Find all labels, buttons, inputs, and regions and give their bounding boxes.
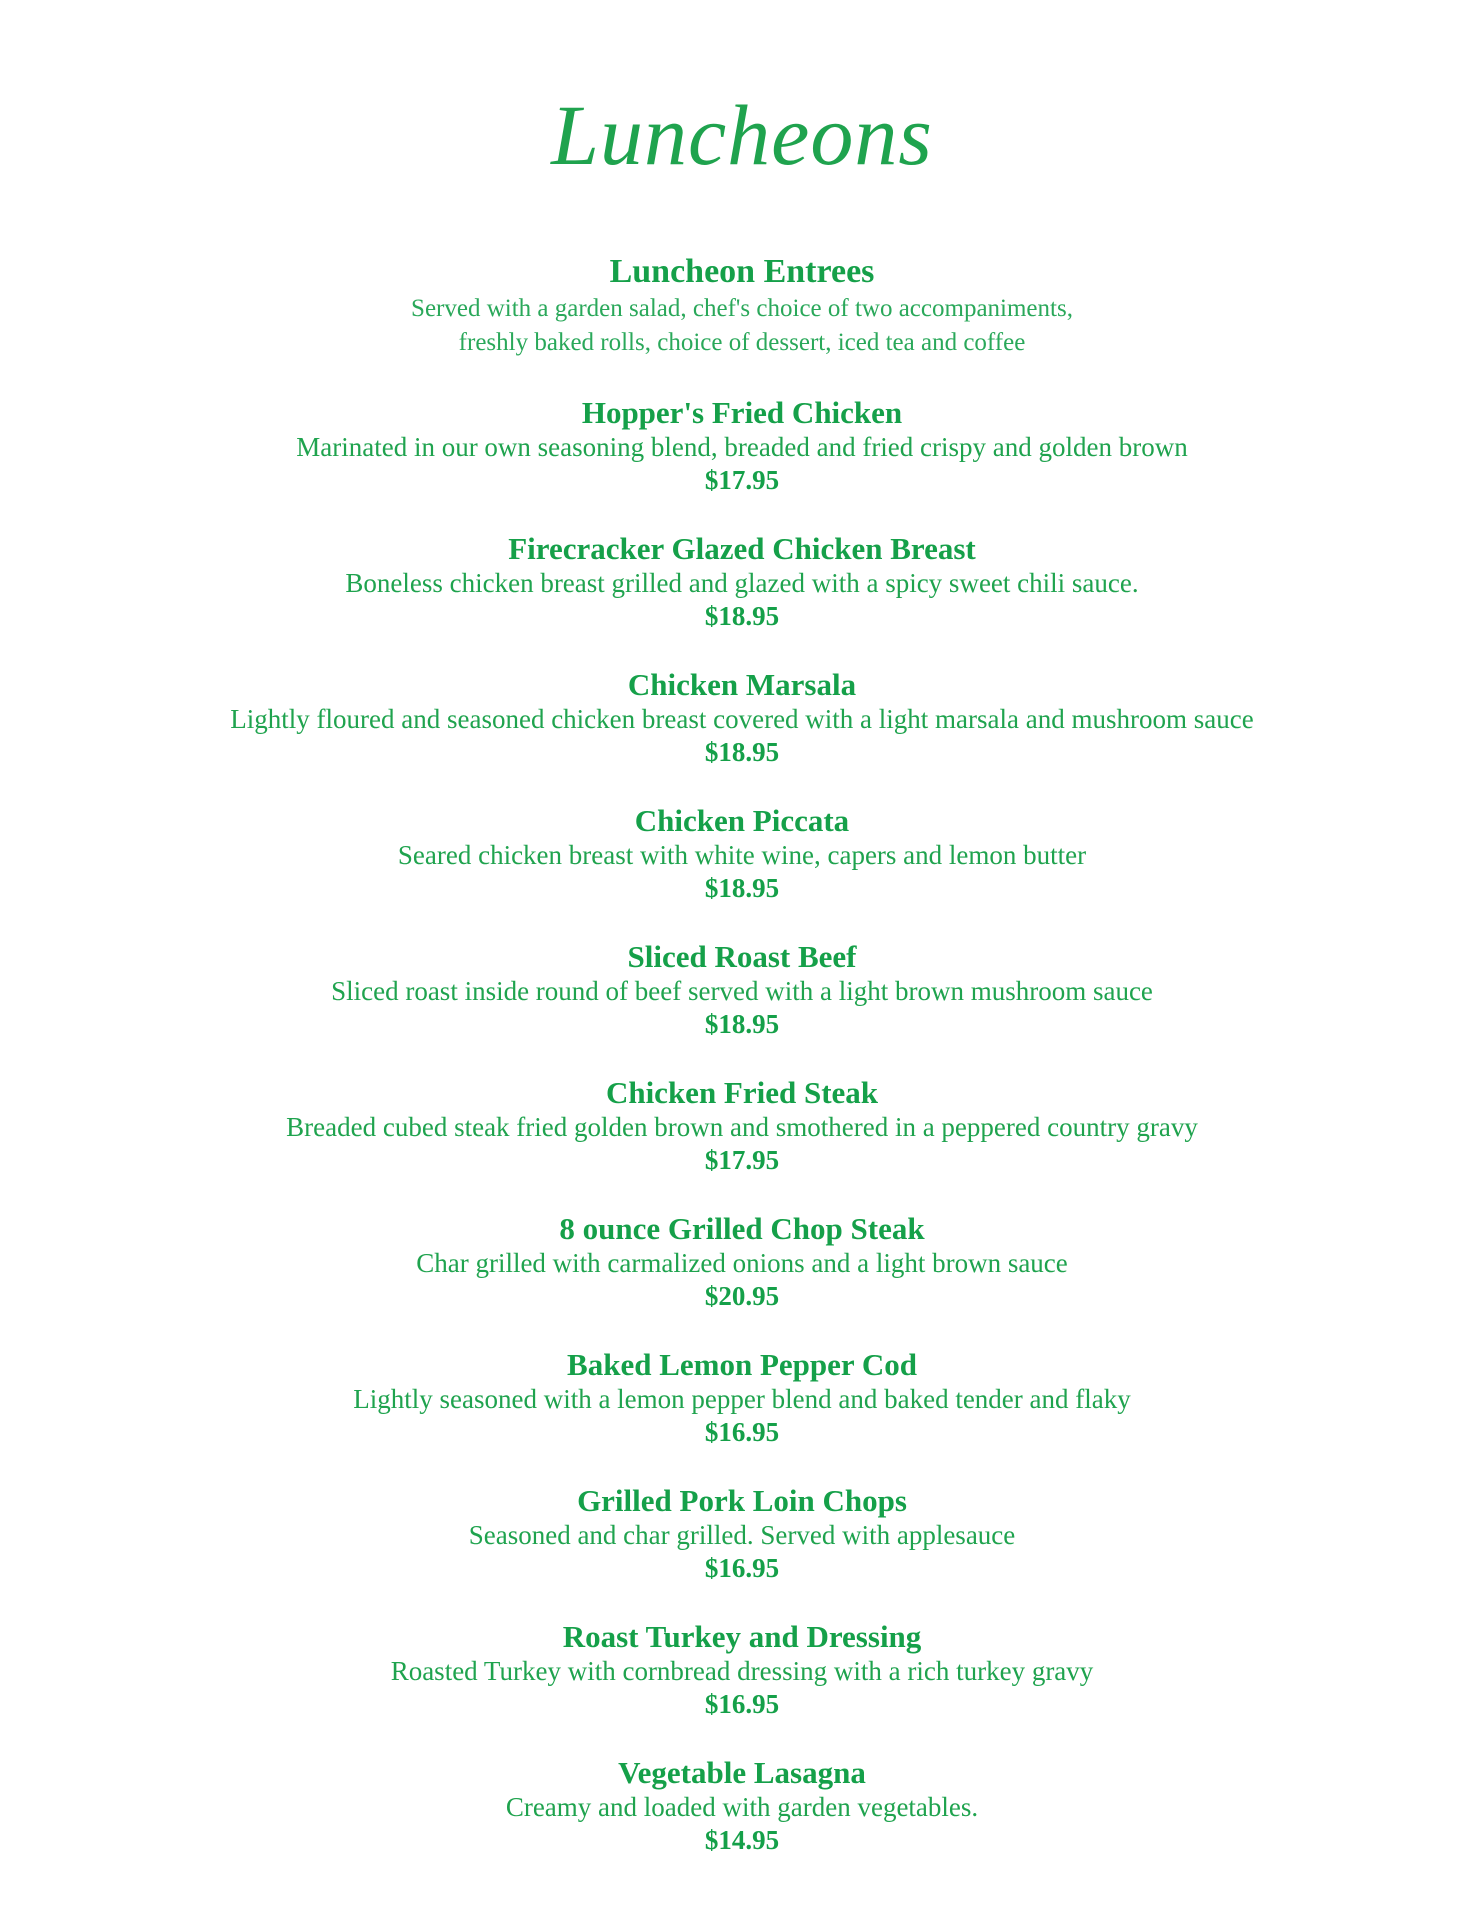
- page-title: Luncheons: [551, 87, 933, 183]
- item-name: Vegetable Lasagna: [618, 1755, 866, 1790]
- item-price: $16.95: [704, 1689, 780, 1719]
- menu-item: [0, 531, 1484, 667]
- item-price: $18.95: [704, 601, 780, 631]
- item-price: $18.95: [704, 1009, 780, 1039]
- menu-item: [0, 1347, 1484, 1483]
- item-name: Sliced Roast Beef: [627, 939, 857, 974]
- item-description: Creamy and loaded with garden vegetables.: [505, 1792, 979, 1822]
- menu-item: [0, 1483, 1484, 1619]
- item-name: Hopper's Fried Chicken: [581, 395, 903, 430]
- item-description: Breaded cubed steak fried golden brown and smothered in a peppered country gravy: [286, 1112, 1198, 1142]
- menu-item: [0, 1755, 1484, 1891]
- item-price: $20.95: [704, 1281, 780, 1311]
- item-price: $18.95: [704, 737, 780, 767]
- item-description: Roasted Turkey with cornbread dressing with a rich turkey gravy: [390, 1656, 1094, 1686]
- item-name: Chicken Piccata: [634, 803, 850, 838]
- section-description-line-1: Served with a garden salad, chef's choice of two accompaniments,: [411, 295, 1073, 322]
- item-price: $14.95: [704, 1825, 780, 1855]
- section-heading: Luncheon Entrees: [609, 253, 875, 290]
- item-description: Sliced roast inside round of beef served with a light brown mushroom sauce: [331, 976, 1153, 1006]
- item-name: 8 ounce Grilled Chop Steak: [559, 1211, 925, 1246]
- item-price: $17.95: [704, 465, 780, 495]
- menu-item: [0, 1211, 1484, 1347]
- item-description: Seasoned and char grilled. Served with applesauce: [468, 1520, 1016, 1550]
- item-description: Lightly seasoned with a lemon pepper blend and baked tender and flaky: [353, 1384, 1131, 1414]
- item-description: Char grilled with carmalized onions and a light brown sauce: [416, 1248, 1068, 1278]
- item-name: Chicken Marsala: [627, 667, 857, 702]
- item-name: Baked Lemon Pepper Cod: [567, 1347, 917, 1382]
- menu-item: [0, 1619, 1484, 1755]
- menu-item: [0, 1075, 1484, 1211]
- section-description-line-2: freshly baked rolls, choice of dessert, iced tea and coffee: [458, 329, 1026, 356]
- menu-item: [0, 803, 1484, 939]
- item-name: Chicken Fried Steak: [605, 1075, 879, 1110]
- item-description: Seared chicken breast with white wine, capers and lemon butter: [397, 840, 1087, 870]
- item-description: Marinated in our own seasoning blend, breaded and fried crispy and golden brown: [296, 432, 1188, 462]
- section-intro: [0, 252, 1484, 360]
- item-description: Boneless chicken breast grilled and glazed with a spicy sweet chili sauce.: [345, 568, 1139, 598]
- item-price: $16.95: [704, 1417, 780, 1447]
- menu-item: [0, 395, 1484, 531]
- item-name: Grilled Pork Loin Chops: [577, 1483, 907, 1518]
- item-price: $18.95: [704, 873, 780, 903]
- menu-item: [0, 667, 1484, 803]
- menu-items: [0, 395, 1484, 1891]
- menu-item: [0, 939, 1484, 1075]
- item-price: $16.95: [704, 1553, 780, 1583]
- item-description: Lightly floured and seasoned chicken breast covered with a light marsala and mushroom sauce: [230, 704, 1254, 734]
- item-name: Roast Turkey and Dressing: [562, 1619, 922, 1654]
- item-name: Firecracker Glazed Chicken Breast: [508, 531, 976, 566]
- item-price: $17.95: [704, 1145, 780, 1175]
